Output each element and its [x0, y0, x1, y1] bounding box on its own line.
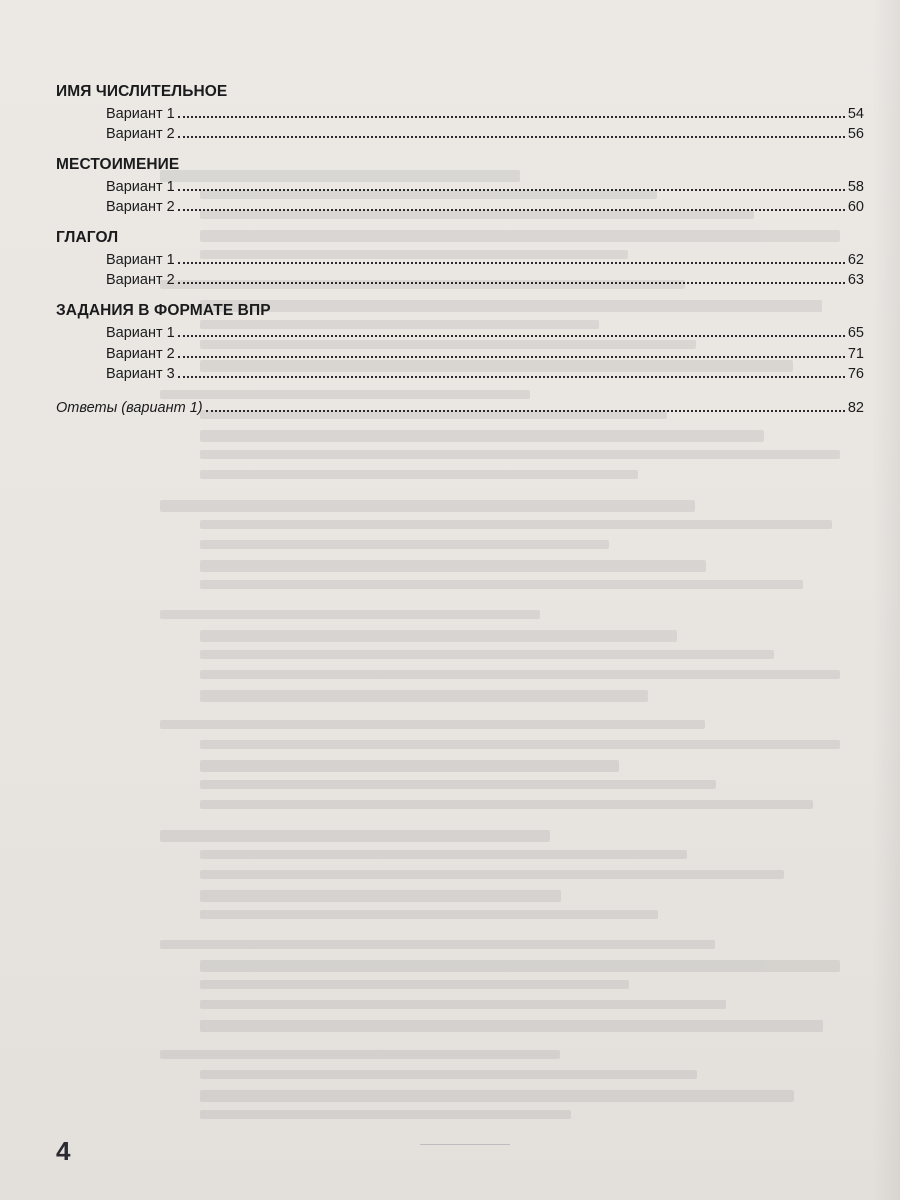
dot-leader — [206, 410, 845, 412]
show-through-line — [160, 830, 550, 842]
show-through-line — [200, 630, 677, 642]
show-through-line — [200, 650, 774, 659]
show-through-line — [160, 940, 715, 949]
show-through-line — [160, 720, 705, 729]
show-through-line — [160, 610, 540, 619]
toc-entry-page: 56 — [847, 126, 864, 142]
show-through-line — [200, 300, 822, 312]
dot-leader — [178, 376, 845, 378]
toc-entry[interactable] — [106, 342, 864, 362]
show-through-line — [160, 500, 695, 512]
toc-entry[interactable] — [106, 195, 864, 215]
toc-entry-label: Вариант 3 — [106, 366, 175, 382]
section-title-numeral: ИМЯ ЧИСЛИТЕЛЬНОЕ — [56, 83, 228, 100]
show-through-line — [200, 470, 638, 479]
toc-entry-label: Вариант 2 — [106, 272, 175, 288]
toc-entry-page: 54 — [847, 106, 864, 122]
show-through-line — [160, 1050, 560, 1059]
show-through-line — [200, 910, 658, 919]
toc-entry-label: Вариант 1 — [106, 252, 175, 268]
toc-entry[interactable] — [106, 102, 864, 122]
section-title-verb: ГЛАГОЛ — [56, 229, 119, 246]
section-title-vpr-tasks: ЗАДАНИЯ В ФОРМАТЕ ВПР — [56, 302, 271, 319]
toc-entry-label: Вариант 2 — [106, 199, 175, 215]
show-through-line — [200, 1000, 726, 1009]
dot-leader — [178, 189, 845, 191]
dot-leader — [178, 116, 845, 118]
show-through-line — [200, 580, 803, 589]
dot-leader — [178, 356, 845, 358]
toc-entry[interactable] — [106, 248, 864, 268]
toc-entry-page: 62 — [847, 252, 864, 268]
show-through-line — [200, 1020, 823, 1032]
toc-entry-page: 76 — [847, 366, 864, 382]
page-edge-shadow — [872, 0, 900, 1200]
show-through-line — [200, 230, 840, 242]
toc-entry-answers[interactable] — [56, 396, 864, 416]
toc-entry-label: Вариант 2 — [106, 346, 175, 362]
show-through-line — [200, 1090, 794, 1102]
show-through-line — [200, 430, 764, 442]
toc-entry[interactable] — [106, 268, 864, 288]
bottom-divider — [420, 1144, 510, 1145]
show-through-line — [200, 1070, 697, 1079]
page-number: 4 — [56, 1136, 71, 1166]
toc-entry-label: Вариант 2 — [106, 126, 175, 142]
show-through-line — [200, 760, 619, 772]
toc-entry-page: 65 — [847, 325, 864, 341]
show-through-line — [200, 800, 813, 809]
toc-entry-label: Вариант 1 — [106, 179, 175, 195]
dot-leader — [178, 335, 845, 337]
show-through-line — [200, 870, 784, 879]
dot-leader — [178, 282, 845, 284]
dot-leader — [178, 136, 845, 138]
show-through-line — [200, 780, 716, 789]
show-through-line — [200, 980, 629, 989]
show-through-line — [200, 540, 609, 549]
toc-entry[interactable] — [106, 362, 864, 382]
show-through-line — [200, 850, 687, 859]
toc-entry-page: 71 — [847, 346, 864, 362]
toc-entry-label: Вариант 1 — [106, 325, 175, 341]
toc-entry-label: Ответы (вариант 1) — [56, 400, 203, 416]
show-through-line — [200, 450, 840, 459]
toc-entry-label: Вариант 1 — [106, 106, 175, 122]
section-title-pronoun: МЕСТОИМЕНИЕ — [56, 156, 180, 173]
show-through-line — [200, 670, 840, 679]
show-through-line — [200, 960, 840, 972]
toc-entry[interactable] — [106, 122, 864, 142]
toc-entry[interactable] — [106, 175, 864, 195]
dot-leader — [178, 209, 845, 211]
show-through-line — [200, 1110, 571, 1119]
show-through-line — [200, 740, 840, 749]
toc-entry[interactable] — [106, 321, 864, 341]
toc-entry-page: 82 — [847, 400, 864, 416]
show-through-line — [200, 560, 706, 572]
toc-entry-page: 60 — [847, 199, 864, 215]
toc-entry-page: 58 — [847, 179, 864, 195]
show-through-line — [200, 890, 561, 902]
dot-leader — [178, 262, 845, 264]
toc-entry-page: 63 — [847, 272, 864, 288]
show-through-line — [200, 520, 832, 529]
show-through-line — [200, 690, 648, 702]
